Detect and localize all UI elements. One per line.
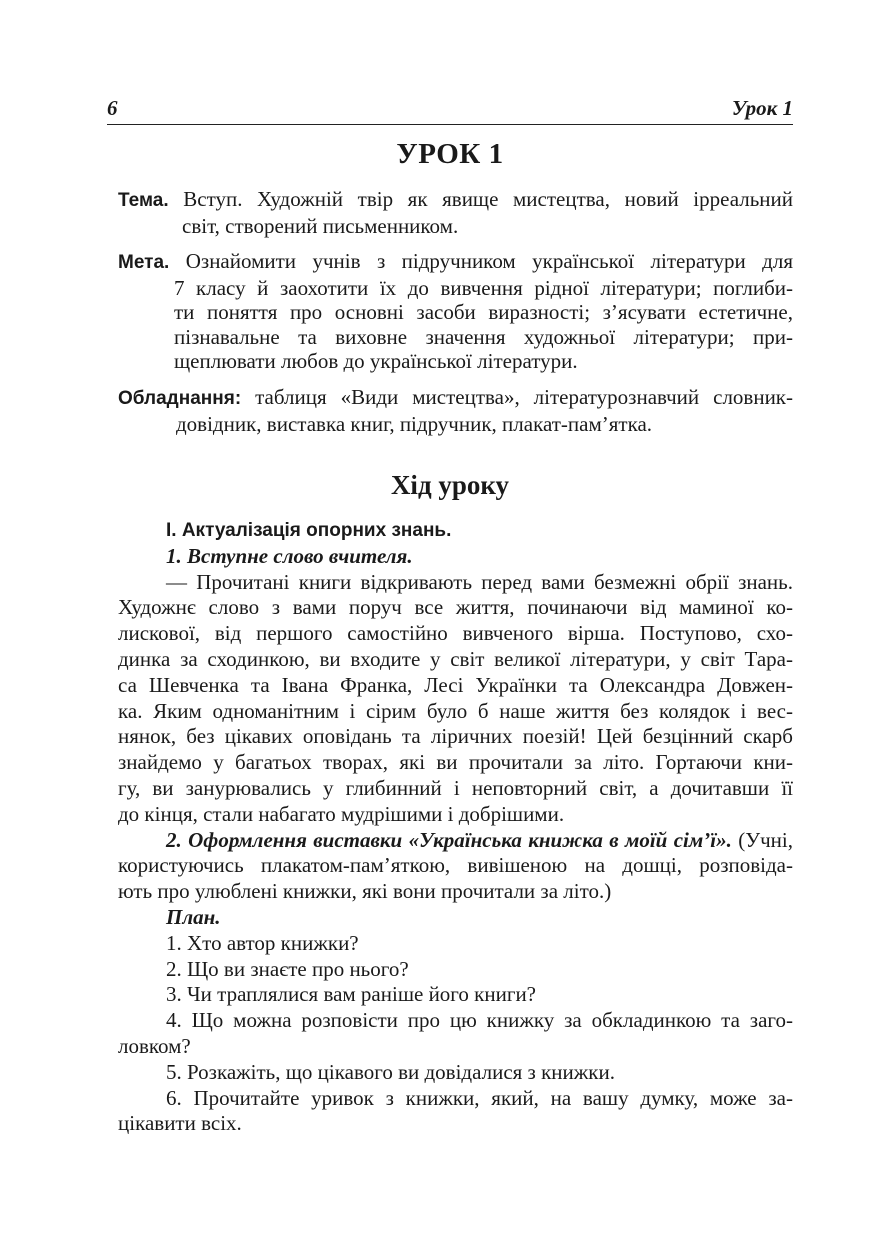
paragraph-line: динка за сходинкою, ви входите у світ великої літератури, у світ Тара- [118, 646, 793, 671]
lesson-title: УРОК 1 [396, 138, 504, 170]
page-number: 6 [107, 96, 118, 120]
plan-item: 1. Хто автор книжки? [166, 930, 359, 955]
topic-block [118, 187, 793, 238]
equipment-line: таблиця «Види мистецтва», літературознавчий словник- [255, 385, 794, 409]
goal-block [118, 249, 793, 374]
plan-label: План. [166, 904, 221, 929]
subsection-text: (Учні, [731, 827, 793, 852]
paragraph-line: Художнє слово з вами поруч все життя, починаючи від маминої ко- [118, 595, 793, 620]
plan-item-continuation: ловком? [118, 1033, 191, 1058]
goal-line: ти поняття про основні засоби виразності; з’ясувати естетичне, [174, 300, 793, 325]
paragraph-line: нянок, без цікавих оповідань та ліричних поезій! Цей безцінний скарб [118, 724, 793, 749]
running-title: Урок 1 [731, 96, 793, 120]
paragraph-line: ка. Яким одноманітним і сірим було б наше життя без колядок і вес- [118, 698, 793, 723]
plan-item: 6. Прочитайте уривок з книжки, який, на вашу думку, може за- [166, 1085, 793, 1110]
section-title: Хід уроку [390, 470, 510, 500]
topic-label: Тема. [118, 190, 169, 211]
topic-line: Вступ. Художній твір як явище мистецтва, новий ірреальний [183, 187, 793, 211]
goal-line: 7 класу й заохотити їх до вивчення рідної літератури; поглиби- [174, 275, 793, 300]
goal-line: пізнавальне та виховне значення художньої літератури; при- [174, 324, 793, 349]
goal-line: щеплювати любов до української літератури. [174, 349, 578, 374]
paragraph-line: до кінця, стали набагато мудрішими і добрішими. [118, 801, 565, 826]
plan-item: 3. Чи траплялися вам раніше його книги? [166, 982, 537, 1007]
paragraph-line: са Шевченка та Івана Франка, Лесі Українки та Олександра Довжен- [118, 672, 793, 697]
paragraph-line: ють про улюблені книжки, які вони прочитали за літо.) [118, 879, 612, 904]
goal-label: Мета. [118, 252, 170, 273]
topic-line: світ, створений письменником. [182, 213, 459, 238]
running-header [107, 96, 793, 125]
part-heading: I. Актуалізація опорних знань. [166, 520, 452, 541]
paragraph-line: користуючись плакатом-пам’яткою, вивішеною на дошці, розповіда- [118, 853, 793, 878]
plan-item-continuation: цікавити всіх. [118, 1111, 242, 1136]
plan-item: 5. Розкажіть, що цікавого ви довідалися з книжки. [166, 1059, 615, 1084]
equipment-line: довідник, виставка книг, підручник, плакат-пам’ятка. [176, 411, 653, 436]
equipment-label: Обладнання: [118, 388, 242, 409]
paragraph-line: гу, ви занурювались у глибинний і неповторний світ, а дочитавши її [118, 775, 793, 800]
plan-item: 2. Що ви знаєте про нього? [166, 956, 409, 981]
subsection-heading: 2. Оформлення виставки «Українська книжка в моїй сім’ї». [166, 827, 732, 852]
plan-item: 4. Що можна розповісти про цю книжку за обкладинкою та заго- [166, 1008, 793, 1033]
lesson-body [118, 518, 793, 1137]
paragraph-line: лискової, від першого самостійно вивченого вірша. Поступово, схо- [118, 621, 793, 646]
equipment-block [118, 385, 793, 436]
subsection-heading: 1. Вступне слово вчителя. [166, 543, 413, 568]
paragraph-line: знайдемо у багатьох творах, які ви прочитали за літо. Гортаючи кни- [118, 750, 793, 775]
subsection-line [118, 828, 793, 854]
goal-line: Ознайомити учнів з підручником української літератури для [185, 249, 793, 273]
paragraph-line: — Прочитані книги відкривають перед вами безмежні обрії знань. [166, 569, 793, 594]
